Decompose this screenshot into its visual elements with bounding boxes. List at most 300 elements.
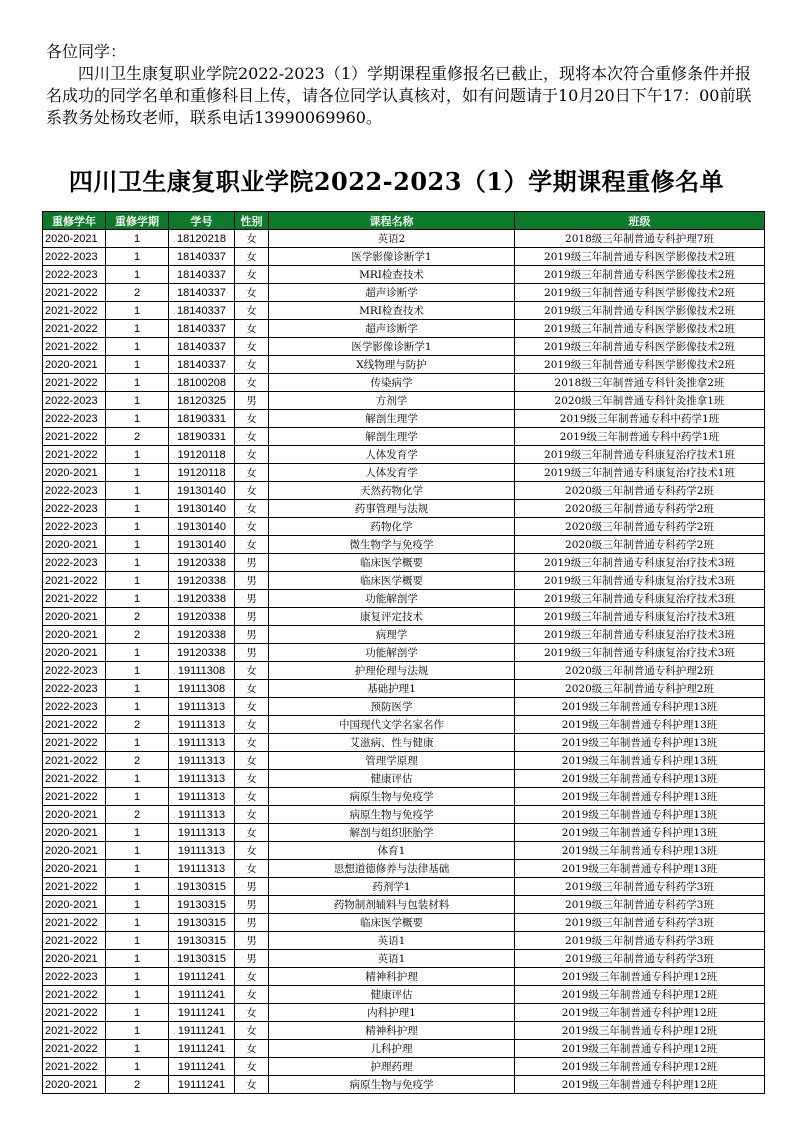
cell-class: 2019级三年制普通专科康复治疗技术3班 — [515, 644, 765, 662]
cell-course: 临床医学概要 — [269, 572, 515, 590]
cell-course: 临床医学概要 — [269, 914, 515, 932]
cell-gender: 女 — [235, 500, 269, 518]
cell-term: 1 — [106, 1004, 169, 1022]
cell-term: 1 — [106, 932, 169, 950]
page-title: 四川卫生康复职业学院2022-2023（1）学期课程重修名单 — [68, 167, 725, 196]
table-row — [43, 338, 765, 356]
cell-course: MRI检查技术 — [269, 302, 515, 320]
table-row — [43, 1022, 765, 1040]
cell-term: 1 — [106, 1058, 169, 1076]
cell-term: 1 — [106, 374, 169, 392]
cell-term: 1 — [106, 392, 169, 410]
cell-term: 1 — [106, 842, 169, 860]
cell-term: 2 — [106, 626, 169, 644]
cell-year: 2021-2022 — [43, 428, 106, 446]
cell-student-id: 18140337 — [169, 266, 235, 284]
cell-class: 2019级三年制普通专科药学3班 — [515, 878, 765, 896]
cell-year: 2021-2022 — [43, 302, 106, 320]
cell-term: 1 — [106, 968, 169, 986]
cell-year: 2020-2021 — [43, 842, 106, 860]
cell-term: 1 — [106, 320, 169, 338]
cell-course: 医学影像诊断学1 — [269, 338, 515, 356]
cell-gender: 女 — [235, 356, 269, 374]
cell-year: 2020-2021 — [43, 356, 106, 374]
cell-class: 2019级三年制普通专科护理13班 — [515, 788, 765, 806]
cell-gender: 女 — [235, 302, 269, 320]
table-row — [43, 590, 765, 608]
cell-year: 2021-2022 — [43, 1058, 106, 1076]
cell-student-id: 19120338 — [169, 590, 235, 608]
cell-year: 2022-2023 — [43, 248, 106, 266]
cell-course: 病原生物与免疫学 — [269, 1076, 515, 1094]
cell-year: 2022-2023 — [43, 554, 106, 572]
cell-term: 2 — [106, 752, 169, 770]
cell-year: 2021-2022 — [43, 914, 106, 932]
cell-year: 2022-2023 — [43, 968, 106, 986]
cell-gender: 男 — [235, 950, 269, 968]
table-row — [43, 536, 765, 554]
cell-year: 2020-2021 — [43, 230, 106, 248]
cell-course: 英语1 — [269, 932, 515, 950]
cell-term: 1 — [106, 464, 169, 482]
cell-class: 2019级三年制普通专科护理13班 — [515, 734, 765, 752]
cell-gender: 女 — [235, 248, 269, 266]
cell-year: 2022-2023 — [43, 482, 106, 500]
cell-year: 2021-2022 — [43, 1004, 106, 1022]
table-row — [43, 428, 765, 446]
cell-year: 2020-2021 — [43, 806, 106, 824]
cell-class: 2018级三年制普通专科针灸推拿2班 — [515, 374, 765, 392]
cell-term: 1 — [106, 248, 169, 266]
table-row — [43, 284, 765, 302]
cell-student-id: 19111241 — [169, 1022, 235, 1040]
cell-gender: 女 — [235, 842, 269, 860]
cell-student-id: 19111241 — [169, 986, 235, 1004]
cell-course: 临床医学概要 — [269, 554, 515, 572]
cell-gender: 女 — [235, 806, 269, 824]
cell-student-id: 19111313 — [169, 788, 235, 806]
cell-gender: 女 — [235, 860, 269, 878]
cell-term: 1 — [106, 446, 169, 464]
cell-year: 2020-2021 — [43, 626, 106, 644]
cell-gender: 男 — [235, 392, 269, 410]
cell-class: 2019级三年制普通专科康复治疗技术3班 — [515, 572, 765, 590]
cell-gender: 女 — [235, 1058, 269, 1076]
table-row — [43, 986, 765, 1004]
table-row — [43, 950, 765, 968]
cell-term: 2 — [106, 284, 169, 302]
cell-term: 1 — [106, 302, 169, 320]
table-row — [43, 482, 765, 500]
cell-gender: 男 — [235, 554, 269, 572]
cell-term: 1 — [106, 572, 169, 590]
cell-class: 2019级三年制普通专科护理12班 — [515, 1058, 765, 1076]
cell-term: 2 — [106, 608, 169, 626]
cell-course: 健康评估 — [269, 770, 515, 788]
cell-course: 人体发育学 — [269, 446, 515, 464]
cell-student-id: 19111241 — [169, 1076, 235, 1094]
cell-term: 2 — [106, 716, 169, 734]
table-row — [43, 230, 765, 248]
cell-course: 精神科护理 — [269, 1022, 515, 1040]
cell-course: 体育1 — [269, 842, 515, 860]
cell-gender: 女 — [235, 698, 269, 716]
table-row — [43, 680, 765, 698]
cell-gender: 女 — [235, 536, 269, 554]
table-row — [43, 734, 765, 752]
cell-gender: 女 — [235, 284, 269, 302]
cell-gender: 女 — [235, 986, 269, 1004]
table-row — [43, 842, 765, 860]
table-row — [43, 518, 765, 536]
table-row — [43, 788, 765, 806]
cell-student-id: 19111308 — [169, 680, 235, 698]
cell-gender: 女 — [235, 230, 269, 248]
cell-student-id: 19130140 — [169, 482, 235, 500]
cell-gender: 女 — [235, 1076, 269, 1094]
cell-course: 药物制剂辅料与包装材料 — [269, 896, 515, 914]
table-row — [43, 356, 765, 374]
cell-term: 1 — [106, 338, 169, 356]
cell-course: 病理学 — [269, 626, 515, 644]
cell-year: 2021-2022 — [43, 716, 106, 734]
cell-class: 2020级三年制普通专科药学2班 — [515, 500, 765, 518]
table-row — [43, 302, 765, 320]
cell-class: 2019级三年制普通专科康复治疗技术3班 — [515, 554, 765, 572]
cell-gender: 女 — [235, 338, 269, 356]
cell-class: 2019级三年制普通专科护理13班 — [515, 824, 765, 842]
table-row — [43, 1040, 765, 1058]
cell-student-id: 19130315 — [169, 914, 235, 932]
cell-course: X线物理与防护 — [269, 356, 515, 374]
table-row — [43, 1076, 765, 1094]
cell-class: 2018级三年制普通专科护理7班 — [515, 230, 765, 248]
cell-student-id: 19120338 — [169, 608, 235, 626]
cell-course: 天然药物化学 — [269, 482, 515, 500]
cell-term: 1 — [106, 878, 169, 896]
cell-class: 2020级三年制普通专科针灸推拿1班 — [515, 392, 765, 410]
cell-gender: 女 — [235, 824, 269, 842]
cell-gender: 女 — [235, 968, 269, 986]
cell-course: 艾滋病、性与健康 — [269, 734, 515, 752]
table-row — [43, 806, 765, 824]
cell-class: 2019级三年制普通专科护理12班 — [515, 1040, 765, 1058]
cell-year: 2021-2022 — [43, 752, 106, 770]
cell-course: 病原生物与免疫学 — [269, 788, 515, 806]
cell-class: 2019级三年制普通专科护理12班 — [515, 1004, 765, 1022]
table-row — [43, 464, 765, 482]
cell-course: 英语2 — [269, 230, 515, 248]
cell-student-id: 18190331 — [169, 410, 235, 428]
cell-year: 2021-2022 — [43, 932, 106, 950]
cell-student-id: 19130315 — [169, 896, 235, 914]
cell-term: 1 — [106, 410, 169, 428]
notice — [46, 41, 766, 129]
cell-term: 1 — [106, 662, 169, 680]
cell-student-id: 18190331 — [169, 428, 235, 446]
cell-class: 2020级三年制普通专科药学2班 — [515, 482, 765, 500]
cell-student-id: 19111313 — [169, 806, 235, 824]
cell-class: 2019级三年制普通专科护理13班 — [515, 752, 765, 770]
cell-student-id: 19130315 — [169, 878, 235, 896]
cell-term: 1 — [106, 788, 169, 806]
cell-course: 药剂学1 — [269, 878, 515, 896]
cell-student-id: 19120338 — [169, 626, 235, 644]
cell-term: 1 — [106, 590, 169, 608]
table-header-row — [43, 212, 765, 230]
cell-course: 英语1 — [269, 950, 515, 968]
table-row — [43, 266, 765, 284]
cell-class: 2019级三年制普通专科医学影像技术2班 — [515, 266, 765, 284]
cell-year: 2022-2023 — [43, 392, 106, 410]
cell-student-id: 19111313 — [169, 734, 235, 752]
cell-year: 2021-2022 — [43, 1040, 106, 1058]
cell-class: 2020级三年制普通专科药学2班 — [515, 536, 765, 554]
cell-course: 思想道德修养与法律基础 — [269, 860, 515, 878]
cell-class: 2019级三年制普通专科医学影像技术2班 — [515, 302, 765, 320]
cell-year: 2020-2021 — [43, 608, 106, 626]
table-row — [43, 1004, 765, 1022]
cell-class: 2020级三年制普通专科药学2班 — [515, 518, 765, 536]
cell-year: 2021-2022 — [43, 338, 106, 356]
cell-term: 1 — [106, 698, 169, 716]
cell-year: 2022-2023 — [43, 680, 106, 698]
cell-gender: 女 — [235, 752, 269, 770]
cell-course: 儿科护理 — [269, 1040, 515, 1058]
cell-course: 护理伦理与法规 — [269, 662, 515, 680]
cell-student-id: 19111313 — [169, 716, 235, 734]
table-row — [43, 1058, 765, 1076]
table-body — [43, 230, 765, 1094]
cell-class: 2019级三年制普通专科医学影像技术2班 — [515, 356, 765, 374]
cell-student-id: 19120338 — [169, 644, 235, 662]
cell-term: 1 — [106, 734, 169, 752]
cell-year: 2020-2021 — [43, 536, 106, 554]
cell-class: 2019级三年制普通专科医学影像技术2班 — [515, 320, 765, 338]
cell-year: 2021-2022 — [43, 446, 106, 464]
cell-course: 超声诊断学 — [269, 320, 515, 338]
cell-course: 微生物学与免疫学 — [269, 536, 515, 554]
table-row — [43, 248, 765, 266]
cell-student-id: 18140337 — [169, 284, 235, 302]
cell-student-id: 18140337 — [169, 248, 235, 266]
cell-class: 2019级三年制普通专科护理12班 — [515, 1076, 765, 1094]
cell-class: 2019级三年制普通专科护理12班 — [515, 1022, 765, 1040]
cell-course: 中国现代文学名家名作 — [269, 716, 515, 734]
header-gender: 性别 — [235, 212, 269, 230]
cell-course: 解剖生理学 — [269, 428, 515, 446]
cell-year: 2021-2022 — [43, 770, 106, 788]
cell-course: 精神科护理 — [269, 968, 515, 986]
cell-year: 2022-2023 — [43, 266, 106, 284]
cell-student-id: 19111313 — [169, 842, 235, 860]
cell-gender: 男 — [235, 572, 269, 590]
cell-gender: 男 — [235, 896, 269, 914]
cell-gender: 女 — [235, 446, 269, 464]
cell-year: 2020-2021 — [43, 464, 106, 482]
cell-class: 2019级三年制普通专科药学3班 — [515, 932, 765, 950]
cell-student-id: 19130140 — [169, 518, 235, 536]
cell-term: 1 — [106, 536, 169, 554]
cell-year: 2020-2021 — [43, 644, 106, 662]
cell-year: 2021-2022 — [43, 590, 106, 608]
cell-year: 2021-2022 — [43, 374, 106, 392]
cell-gender: 女 — [235, 1040, 269, 1058]
cell-gender: 男 — [235, 932, 269, 950]
cell-class: 2019级三年制普通专科护理13班 — [515, 716, 765, 734]
cell-gender: 女 — [235, 770, 269, 788]
cell-year: 2020-2021 — [43, 950, 106, 968]
cell-student-id: 19130140 — [169, 536, 235, 554]
cell-class: 2019级三年制普通专科康复治疗技术1班 — [515, 464, 765, 482]
cell-gender: 男 — [235, 626, 269, 644]
table-row — [43, 932, 765, 950]
cell-term: 1 — [106, 824, 169, 842]
cell-year: 2021-2022 — [43, 1022, 106, 1040]
table-row — [43, 968, 765, 986]
cell-student-id: 19111313 — [169, 752, 235, 770]
cell-class: 2019级三年制普通专科康复治疗技术1班 — [515, 446, 765, 464]
table-row — [43, 752, 765, 770]
cell-course: 人体发育学 — [269, 464, 515, 482]
cell-year: 2020-2021 — [43, 1076, 106, 1094]
cell-student-id: 18140337 — [169, 356, 235, 374]
cell-gender: 女 — [235, 680, 269, 698]
table-row — [43, 716, 765, 734]
cell-year: 2021-2022 — [43, 788, 106, 806]
cell-class: 2019级三年制普通专科药学3班 — [515, 950, 765, 968]
table-row — [43, 320, 765, 338]
cell-student-id: 19120338 — [169, 554, 235, 572]
cell-gender: 女 — [235, 482, 269, 500]
cell-year: 2022-2023 — [43, 500, 106, 518]
cell-student-id: 18140337 — [169, 320, 235, 338]
notice-greeting: 各位同学： — [46, 42, 127, 61]
cell-student-id: 18120218 — [169, 230, 235, 248]
table-row — [43, 878, 765, 896]
cell-course: 功能解剖学 — [269, 590, 515, 608]
cell-term: 1 — [106, 554, 169, 572]
cell-class: 2019级三年制普通专科中药学1班 — [515, 410, 765, 428]
cell-term: 2 — [106, 1076, 169, 1094]
cell-gender: 女 — [235, 1004, 269, 1022]
cell-term: 1 — [106, 266, 169, 284]
cell-class: 2019级三年制普通专科护理13班 — [515, 860, 765, 878]
cell-gender: 女 — [235, 788, 269, 806]
cell-course: 内科护理1 — [269, 1004, 515, 1022]
table-row — [43, 662, 765, 680]
retake-table — [42, 211, 765, 1094]
cell-course: 护理药理 — [269, 1058, 515, 1076]
header-class: 班级 — [515, 212, 765, 230]
cell-term: 1 — [106, 896, 169, 914]
cell-class: 2019级三年制普通专科护理13班 — [515, 842, 765, 860]
cell-term: 1 — [106, 1022, 169, 1040]
table-row — [43, 644, 765, 662]
cell-student-id: 19111241 — [169, 968, 235, 986]
cell-gender: 女 — [235, 428, 269, 446]
cell-gender: 男 — [235, 914, 269, 932]
cell-gender: 女 — [235, 734, 269, 752]
cell-class: 2019级三年制普通专科护理13班 — [515, 698, 765, 716]
cell-class: 2019级三年制普通专科药学3班 — [515, 896, 765, 914]
cell-class: 2019级三年制普通专科康复治疗技术3班 — [515, 626, 765, 644]
cell-class: 2020级三年制普通专科护理2班 — [515, 680, 765, 698]
cell-year: 2020-2021 — [43, 860, 106, 878]
cell-gender: 女 — [235, 374, 269, 392]
cell-year: 2021-2022 — [43, 284, 106, 302]
cell-student-id: 18100208 — [169, 374, 235, 392]
cell-class: 2019级三年制普通专科康复治疗技术3班 — [515, 590, 765, 608]
cell-gender: 女 — [235, 266, 269, 284]
table-row — [43, 446, 765, 464]
cell-gender: 男 — [235, 644, 269, 662]
header-term: 重修学期 — [106, 212, 169, 230]
cell-student-id: 19120118 — [169, 446, 235, 464]
cell-term: 2 — [106, 428, 169, 446]
cell-course: 基础护理1 — [269, 680, 515, 698]
cell-term: 1 — [106, 860, 169, 878]
cell-term: 1 — [106, 518, 169, 536]
cell-class: 2019级三年制普通专科护理13班 — [515, 806, 765, 824]
cell-class: 2019级三年制普通专科医学影像技术2班 — [515, 338, 765, 356]
cell-term: 1 — [106, 230, 169, 248]
cell-term: 1 — [106, 950, 169, 968]
cell-gender: 男 — [235, 878, 269, 896]
cell-gender: 男 — [235, 590, 269, 608]
cell-year: 2022-2023 — [43, 518, 106, 536]
cell-year: 2020-2021 — [43, 896, 106, 914]
table-row — [43, 770, 765, 788]
cell-gender: 女 — [235, 716, 269, 734]
cell-term: 1 — [106, 482, 169, 500]
cell-student-id: 19111313 — [169, 860, 235, 878]
cell-course: 药物化学 — [269, 518, 515, 536]
cell-student-id: 19130315 — [169, 932, 235, 950]
cell-student-id: 18140337 — [169, 338, 235, 356]
cell-year: 2022-2023 — [43, 698, 106, 716]
cell-student-id: 19111241 — [169, 1004, 235, 1022]
cell-course: 病原生物与免疫学 — [269, 806, 515, 824]
cell-year: 2022-2023 — [43, 662, 106, 680]
cell-course: 预防医学 — [269, 698, 515, 716]
cell-term: 1 — [106, 644, 169, 662]
cell-course: 传染病学 — [269, 374, 515, 392]
cell-term: 1 — [106, 1040, 169, 1058]
cell-student-id: 19130140 — [169, 500, 235, 518]
cell-student-id: 19111313 — [169, 770, 235, 788]
header-student-id: 学号 — [169, 212, 235, 230]
cell-student-id: 18120325 — [169, 392, 235, 410]
cell-year: 2022-2023 — [43, 410, 106, 428]
cell-course: 管理学原理 — [269, 752, 515, 770]
cell-student-id: 19120338 — [169, 572, 235, 590]
cell-student-id: 19111241 — [169, 1058, 235, 1076]
cell-gender: 女 — [235, 662, 269, 680]
table-row — [43, 698, 765, 716]
cell-student-id: 19111308 — [169, 662, 235, 680]
cell-class: 2020级三年制普通专科护理2班 — [515, 662, 765, 680]
header-year: 重修学年 — [43, 212, 106, 230]
cell-year: 2020-2021 — [43, 824, 106, 842]
cell-gender: 女 — [235, 1022, 269, 1040]
cell-course: 医学影像诊断学1 — [269, 248, 515, 266]
cell-gender: 男 — [235, 608, 269, 626]
table-row — [43, 608, 765, 626]
cell-term: 1 — [106, 986, 169, 1004]
cell-course: 解剖生理学 — [269, 410, 515, 428]
table-row — [43, 500, 765, 518]
